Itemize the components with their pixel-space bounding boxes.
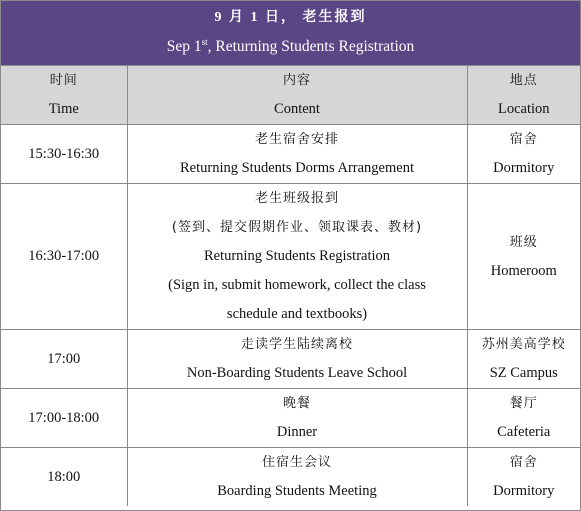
- schedule-banner: [1, 1, 580, 66]
- header-content-cn: 内容: [282, 73, 311, 88]
- location-cn: 宿舍: [509, 455, 538, 470]
- table-row: [1, 184, 580, 330]
- banner-title-cn: 9 月 1 日， 老生报到: [214, 10, 367, 25]
- content-en: Returning Students Registration: [203, 248, 391, 264]
- time-text: 17:00: [47, 350, 81, 367]
- table-row: [1, 330, 580, 389]
- content-en: Non-Boarding Students Leave School: [186, 365, 408, 381]
- time-cell: [1, 125, 127, 184]
- location-cell: [467, 330, 580, 389]
- content-en-detail: (Sign in, submit homework, collect the class: [168, 277, 426, 293]
- location-cn: 餐厅: [509, 396, 538, 411]
- header-location-cn: 地点: [509, 73, 538, 88]
- time-cell: [1, 389, 127, 448]
- table-row: [1, 389, 580, 448]
- location-cell: [467, 448, 580, 507]
- location-cell: [467, 184, 580, 330]
- time-text: 17:00-18:00: [28, 409, 100, 426]
- location-cell: [467, 125, 580, 184]
- header-content-en: Content: [274, 101, 320, 117]
- content-cn: 老生班级报到: [254, 191, 339, 206]
- time-text: 16:30-17:00: [28, 248, 100, 264]
- header-location: [467, 66, 580, 125]
- content-en: Dinner: [276, 424, 318, 440]
- location-en: Dormitory: [493, 160, 555, 176]
- content-cn-detail: (签到、提交假期作业、领取课表、教材): [171, 220, 423, 235]
- content-cn: 走读学生陆续离校: [240, 337, 353, 352]
- time-cell: [1, 448, 127, 507]
- content-cn: 住宿生会议: [261, 455, 332, 470]
- banner-title-en-sup: st: [201, 36, 208, 47]
- content-cell: [127, 330, 467, 389]
- content-cell: [127, 125, 467, 184]
- time-cell: [1, 184, 127, 330]
- time-text: 15:30-16:30: [28, 145, 100, 162]
- header-location-en: Location: [497, 101, 550, 117]
- banner-title-en: [1, 28, 580, 57]
- location-cell: [467, 389, 580, 448]
- schedule-table: [1, 66, 580, 506]
- table-row: [1, 125, 580, 184]
- header-row: [1, 66, 580, 125]
- location-cn: 班级: [509, 234, 538, 250]
- time-cell: [1, 330, 127, 389]
- banner-title-en-prefix: Sep 1: [166, 38, 202, 55]
- header-time-en: Time: [48, 101, 79, 117]
- content-cell: [127, 448, 467, 507]
- header-content: [127, 66, 467, 125]
- time-text: 18:00: [47, 468, 81, 485]
- location-en: Homeroom: [490, 262, 557, 279]
- location-en: Cafeteria: [497, 424, 551, 440]
- banner-title-en-suffix: , Returning Students Registration: [207, 38, 415, 55]
- content-cell: [127, 184, 467, 330]
- location-en: SZ Campus: [489, 365, 558, 381]
- content-cn: 老生宿舍安排: [254, 132, 339, 147]
- location-cn: 苏州美高学校: [481, 337, 566, 352]
- content-en: Returning Students Dorms Arrangement: [180, 160, 414, 176]
- header-time: [1, 66, 127, 125]
- content-cell: [127, 389, 467, 448]
- content-en: Boarding Students Meeting: [217, 483, 377, 499]
- table-row: [1, 448, 580, 507]
- location-en: Dormitory: [493, 483, 555, 499]
- content-en-detail-2: schedule and textbooks): [226, 306, 368, 322]
- header-time-cn: 时间: [49, 73, 78, 88]
- location-cn: 宿舍: [509, 132, 538, 147]
- content-cn: 晚餐: [282, 396, 311, 411]
